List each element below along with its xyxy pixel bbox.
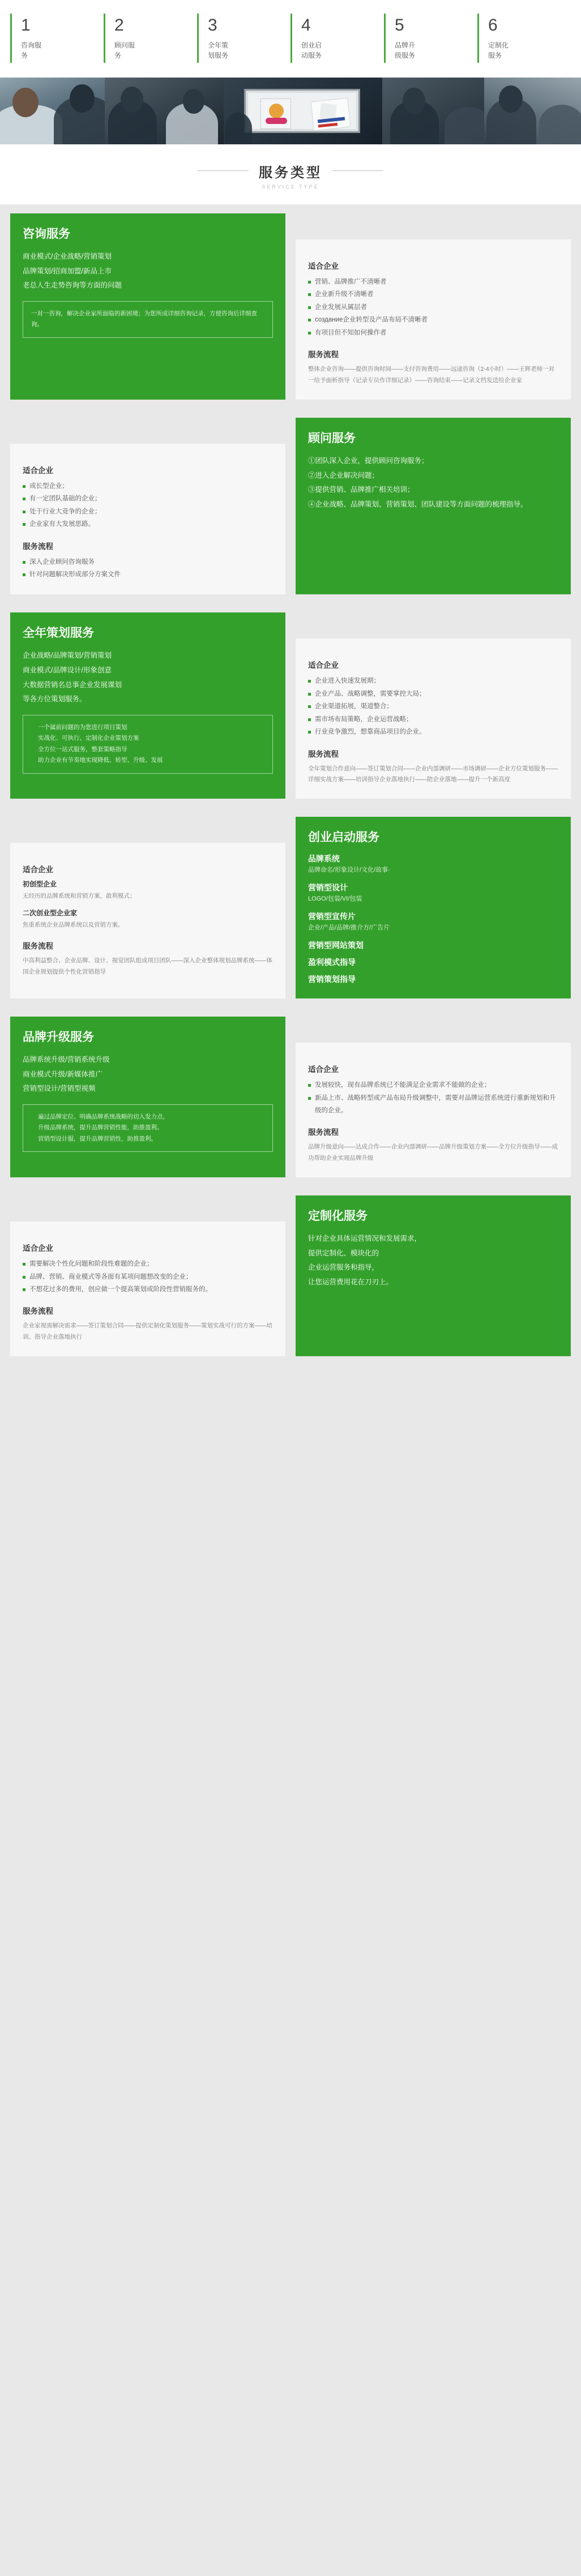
section-title: 服务类型 xyxy=(259,161,322,181)
consult-title: 咨询服务 xyxy=(23,228,70,241)
list-item: 商业模式/企业战略/营销策划 xyxy=(23,252,112,260)
flow-list xyxy=(23,556,273,581)
list-item: 需市场布局策略，企业运营战略； xyxy=(308,713,558,726)
list-item: ①团队深入企业，提供顾问咨询服务； xyxy=(308,456,429,465)
upgrade-lead-list xyxy=(23,1053,273,1096)
hero-photo-strip xyxy=(0,78,581,144)
advisor-lead-list xyxy=(308,454,558,512)
list-item: 需要解决个性化问题和阶段性难题的企业； xyxy=(23,1258,273,1270)
list-item: 针对问题解决形成部分方案文件 xyxy=(23,568,273,581)
presentation-screen xyxy=(244,89,360,133)
startup-group-h: 营销策划指导 xyxy=(308,975,356,984)
suit-title: 适合企业 xyxy=(308,661,339,670)
list-item: 新品上市、战略转型或产品布局升级调整中，需要对品牌运营系统进行重新规划和升级的企业。 xyxy=(308,1092,558,1117)
flow-text: 品牌升级意向——达成合作——企业内部调研——品牌升级策划方案——全方位升级指导——成功帮助企业实现品牌升级 xyxy=(308,1143,558,1161)
nav-item-1[interactable] xyxy=(10,14,104,63)
flow-text: 中高利益整合、企业品牌、设计、视觉团队组成项目团队——深入企业整体规划品牌系统——体国企业规划提供个性化营销指导 xyxy=(23,957,272,975)
flow-text: 全年策划合作意向——签订策划合同——企业内部调研——市场调研——企业方位策划服务——详细实战方案——培训指导企业落地执行——陪企业落地——提升一个新高度 xyxy=(308,765,558,783)
list-item: 针对企业具体运营情况和发展需求， xyxy=(308,1235,422,1243)
custom-green-panel xyxy=(296,1195,571,1356)
list-item: 等各方位策划服务。 xyxy=(23,695,87,704)
nav-number: 3 xyxy=(208,16,217,35)
list-item: 企业家有大发展思路。 xyxy=(23,518,273,530)
list-item: 老总人生走势咨询等方面的问题 xyxy=(23,281,122,290)
service-block-advisor xyxy=(0,409,581,604)
list-item: 企业渠道拓展，渠道整合； xyxy=(308,700,558,713)
startup-group-t: 企业/产品/品牌/推介方/广告片 xyxy=(308,924,390,932)
annual-lead-list xyxy=(23,649,273,707)
list-item: 营销型设计/营销型视频 xyxy=(23,1085,96,1093)
startup-white-panel xyxy=(10,843,285,998)
startup-group-h: 营销型网站策划 xyxy=(308,941,364,950)
suit-list xyxy=(308,675,558,738)
nav-item-5[interactable] xyxy=(384,14,477,63)
list-item: 商业模式/品牌设计/形象创意 xyxy=(23,666,112,675)
list-item: 有项目但不知如何操作者 xyxy=(308,327,558,339)
list-item: 处于行业大竞争的企业； xyxy=(23,505,273,518)
list-item: 实战化、可执行、定制化企业策划方案 xyxy=(38,735,139,742)
step-nav xyxy=(0,0,581,78)
nav-number: 5 xyxy=(395,16,404,35)
advisor-title: 顾问服务 xyxy=(308,431,356,445)
nav-label: 创业启动服务 xyxy=(301,41,322,59)
list-item: 深入企业顾问咨询服务 xyxy=(23,556,273,568)
list-item: 品牌系统升级/营销系统升级 xyxy=(23,1056,110,1064)
list-item: 企业运营服务和指导， xyxy=(308,1263,379,1272)
upgrade-white-panel xyxy=(296,1043,571,1177)
flow-title: 服务流程 xyxy=(23,542,53,551)
advisor-green-panel xyxy=(296,418,571,595)
nav-label: 品牌升级服务 xyxy=(395,41,416,59)
consult-green-panel xyxy=(10,213,285,400)
flow-text: 整体企业咨询——提供咨询时间——支付咨询费用——远途咨询（2-4小时）——王辉老师一对一给予面析指导（记录专员作详细记录）——咨询结束——记录文档发送给企业家 xyxy=(308,366,555,384)
custom-lead-list xyxy=(308,1232,558,1290)
nav-number: 6 xyxy=(488,16,498,35)
custom-title: 定制化服务 xyxy=(308,1210,368,1223)
list-item: 大数据营销名总事企业发展课划 xyxy=(23,680,122,689)
list-item: 企业产品、战略调整，需要掌控大局； xyxy=(308,688,558,700)
flow-title: 服务流程 xyxy=(308,350,339,359)
nav-number: 2 xyxy=(114,16,124,35)
nav-label: 咨询服务 xyxy=(21,41,42,59)
nav-item-4[interactable] xyxy=(290,14,384,63)
consult-lead-list xyxy=(23,250,273,293)
nav-item-3[interactable] xyxy=(197,14,290,63)
slide-badge-icon xyxy=(260,98,291,129)
suit-list xyxy=(308,276,558,339)
list-item: 企业新升级不清晰者 xyxy=(308,288,558,301)
section-header xyxy=(0,144,581,204)
list-item: 发展较快，现有品牌系统已不能满足企业需求不能做的企业； xyxy=(308,1079,558,1091)
flow-title: 服务流程 xyxy=(23,942,53,951)
suit-title: 适合企业 xyxy=(308,262,339,271)
startup-group-h: 盈利模式指导 xyxy=(308,958,356,967)
startup-group-t: LOGO/包装/VI/包装 xyxy=(308,895,362,903)
list-item: 商业模式升级/新媒体推广 xyxy=(23,1070,102,1078)
flow-text: 企业家视需解决需求——签订策划合同——提供定制化策划服务——策划实战可行的方案——培训、指导企业落地执行 xyxy=(23,1322,272,1340)
startup-group-h: 营销型宣传片 xyxy=(308,912,356,921)
hero-photo-1 xyxy=(0,78,105,144)
annual-green-panel xyxy=(10,612,285,799)
hero-photo-5 xyxy=(484,78,581,144)
suit-title: 适合企业 xyxy=(23,466,53,475)
startup-sub1-text: 无经历的品牌系统和营销方案，敢利模式； xyxy=(23,893,136,900)
nav-label: 定制化服务 xyxy=(488,41,509,59)
list-item: 品牌策划/招商加盟/新品上市 xyxy=(23,267,112,275)
suit-title: 适合企业 xyxy=(23,1244,53,1253)
flow-title: 服务流程 xyxy=(308,1128,339,1137)
suit-title: 适合企业 xyxy=(23,865,53,875)
nav-item-2[interactable] xyxy=(104,14,197,63)
annual-title: 全年策划服务 xyxy=(23,627,94,640)
list-item: 遍过品牌定位、明确品牌系统战略的切入发力点， xyxy=(38,1113,169,1120)
startup-title: 创业启动服务 xyxy=(308,831,379,845)
list-item: ④企业战略、品牌策划、营销策划、团队建设等方面问题的梳理指导。 xyxy=(308,500,528,508)
nav-number: 1 xyxy=(21,16,31,35)
startup-sub1: 初创型企业 xyxy=(23,880,57,889)
suit-title: 适合企业 xyxy=(308,1065,339,1074)
suit-list xyxy=(23,480,273,531)
list-item: 品牌、营销、商业模式等各面有某项问题想改变的企业； xyxy=(23,1271,273,1283)
startup-group-h: 营销型设计 xyxy=(308,883,348,893)
hero-photo-2 xyxy=(105,78,224,144)
suit-list xyxy=(23,1258,273,1296)
startup-group-t: 品牌命名/形象设计/文化/故事· xyxy=(308,867,390,874)
startup-sub2: 二次创业型企业家 xyxy=(23,908,78,917)
hero-photo-4 xyxy=(382,78,484,144)
custom-white-panel xyxy=(10,1221,285,1356)
list-item: ③提供营销、品牌推广相关培训； xyxy=(308,486,415,494)
hero-photo-3-presentation xyxy=(224,78,382,144)
nav-number: 4 xyxy=(301,16,311,35)
list-item: ②进入企业解决问题； xyxy=(308,471,379,479)
list-item: 行业竞争激烈，想靠商品项目的企业。 xyxy=(308,726,558,738)
list-item: 企业发展从属层者 xyxy=(308,301,558,314)
list-item: 提供定制化、模块化的 xyxy=(308,1249,379,1257)
list-item: 营销、品牌推广不清晰者 xyxy=(308,276,558,288)
service-block-upgrade xyxy=(0,1008,581,1186)
list-item: 企业战略/品牌策划/营销策划 xyxy=(23,651,112,660)
upgrade-green-panel xyxy=(10,1017,285,1177)
slide-card-icon xyxy=(310,98,351,131)
flow-title: 服务流程 xyxy=(23,1307,53,1316)
consult-white-panel xyxy=(296,239,571,400)
suit-list xyxy=(308,1079,558,1117)
list-item: 助力企业有节奏地实现降低、转型、升级、发展 xyxy=(38,757,163,764)
section-subtitle: SERVICE TYPE xyxy=(262,184,319,190)
list-item: 不想花过多的费用，创应做一个提高策划或阶段性营销服务的。 xyxy=(23,1283,273,1296)
list-item: 企业进入快速发展期； xyxy=(308,675,558,687)
service-block-custom xyxy=(0,1186,581,1365)
service-block-startup xyxy=(0,808,581,1008)
nav-label: 全年策划服务 xyxy=(208,41,229,59)
nav-label: 顾问服务 xyxy=(114,41,135,59)
list-item: 让您运营费用花在刀刃上。 xyxy=(308,1278,394,1287)
advisor-white-panel xyxy=(10,444,285,595)
list-item: 成长型企业； xyxy=(23,480,273,492)
startup-group-h: 品牌系统 xyxy=(308,854,340,864)
list-item: создание企业转型及产品布局不清晰者 xyxy=(308,314,558,326)
startup-sub2-text: 焦重系统企业品牌系统以及营销方案。 xyxy=(23,921,124,928)
service-block-annual xyxy=(0,603,581,808)
list-item: 全方位一站式服务，整套策略指导 xyxy=(38,745,127,753)
list-item: 一个属前问题的为您进行项目策划 xyxy=(38,723,127,731)
list-item: 营销型设计服，提升品牌营销性，助推盈利。 xyxy=(38,1135,157,1142)
annual-note xyxy=(23,715,273,774)
upgrade-note xyxy=(23,1104,273,1152)
list-item: 升级品牌系统，提升品牌营销性能，助推盈利。 xyxy=(38,1124,163,1131)
flow-title: 服务流程 xyxy=(308,749,339,758)
list-item: 有一定团队基础的企业； xyxy=(23,492,273,505)
startup-green-panel xyxy=(296,817,571,998)
service-block-consult xyxy=(0,204,581,409)
annual-white-panel xyxy=(296,638,571,799)
nav-item-6[interactable] xyxy=(477,14,571,63)
upgrade-title: 品牌升级服务 xyxy=(23,1031,94,1044)
consult-note: 一对一咨询，解决企业家所面临的新困境；为您所成详细咨询记录，方便咨询后详细查询。 xyxy=(23,301,273,338)
